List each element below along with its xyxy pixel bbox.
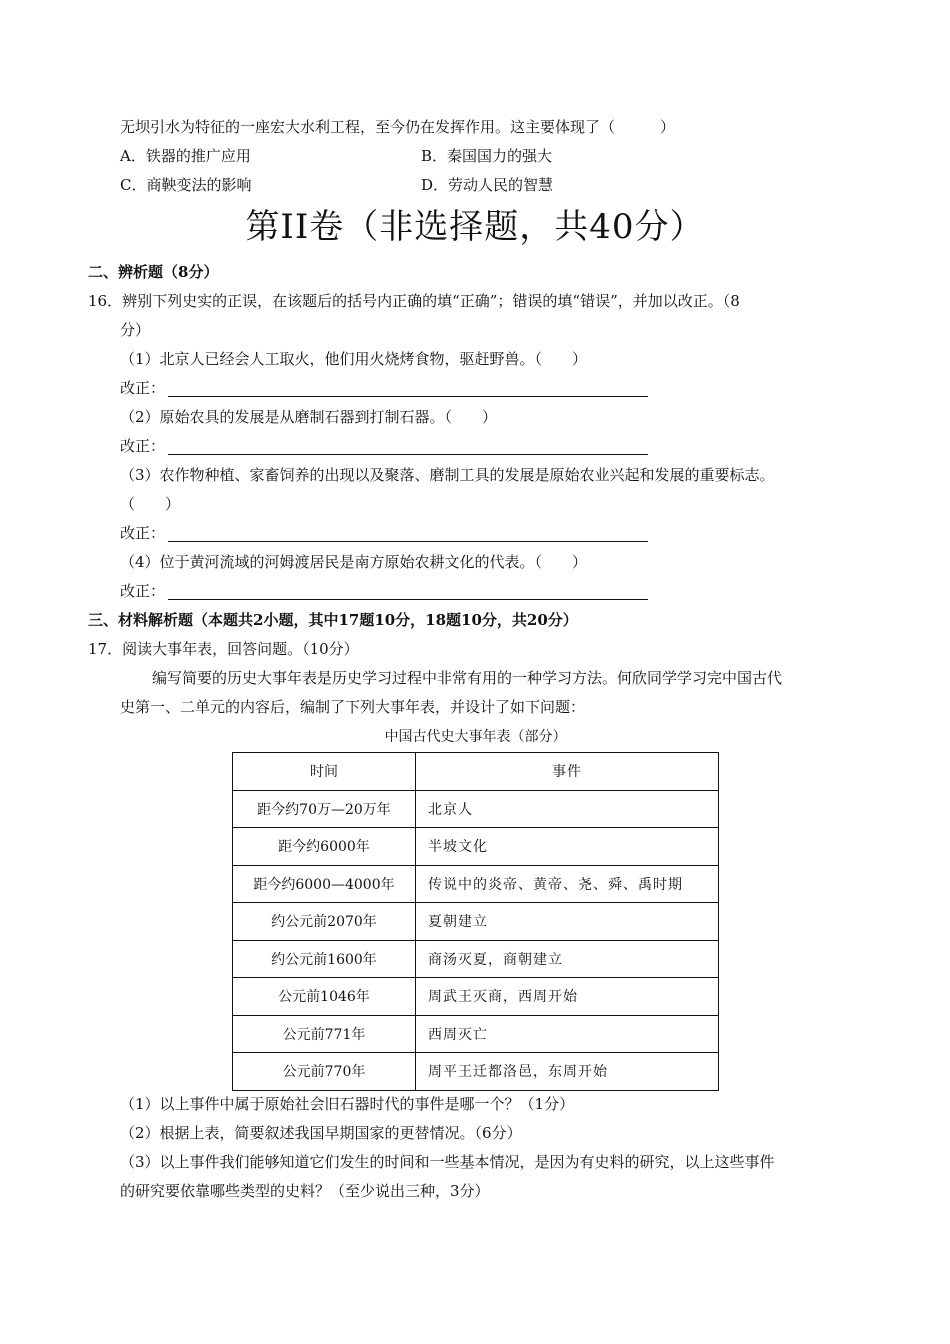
row-time: 约公元前2070年	[233, 903, 416, 941]
q17-intro-line2: 史第一、二单元的内容后，编制了下列大事年表，并设计了如下问题：	[120, 698, 586, 716]
table-row	[233, 1015, 719, 1053]
q16-answer-line-4[interactable]	[168, 599, 648, 600]
row-event: 传说中的炎帝、黄帝、尧、舜、禹时期	[416, 865, 719, 903]
header-time: 时间	[233, 753, 416, 791]
table-row	[233, 828, 719, 866]
table-row	[233, 1053, 719, 1091]
q15-option-b: B．秦国国力的强大	[421, 147, 553, 165]
q16-stem-line2: 分）	[120, 321, 151, 339]
q16-answer-line-1[interactable]	[168, 396, 648, 397]
row-event: 周武王灭商，西周开始	[416, 978, 719, 1016]
q16-fix-label-1: 改正：	[120, 379, 166, 397]
q17-question-1: （1）以上事件中属于原始社会旧石器时代的事件是哪一个？（1分）	[120, 1095, 575, 1113]
q16-item-4: （4）位于黄河流域的河姆渡居民是南方原始农耕文化的代表。（ ）	[120, 553, 588, 571]
row-event: 商汤灭夏，商朝建立	[416, 940, 719, 978]
table-header-row	[233, 753, 719, 791]
chronology-table	[232, 752, 719, 1091]
row-time: 公元前771年	[233, 1015, 416, 1053]
header-event: 事件	[416, 753, 719, 791]
row-time: 约公元前1600年	[233, 940, 416, 978]
table-caption: 中国古代史大事年表（部分）	[384, 729, 567, 745]
q16-item-1: （1）北京人已经会人工取火，他们用火烧烤食物，驱赶野兽。（ ）	[120, 350, 588, 368]
q17-question-3-cont: 的研究要依靠哪些类型的史料？（至少说出三种，3分）	[120, 1182, 490, 1200]
table-row	[233, 940, 719, 978]
q16-item-2: （2）原始农具的发展是从磨制石器到打制石器。（ ）	[120, 408, 498, 426]
q17-intro-line1: 编写简要的历史大事年表是历史学习过程中非常有用的一种学习方法。何欣同学学习完中国古代	[152, 669, 783, 687]
q17-question-2: （2）根据上表，简要叙述我国早期国家的更替情况。（6分）	[120, 1124, 522, 1142]
q16-fix-label-3: 改正：	[120, 524, 166, 542]
row-time: 距今约70万—20万年	[233, 790, 416, 828]
row-event: 半坡文化	[416, 828, 719, 866]
row-event: 夏朝建立	[416, 903, 719, 941]
q16-fix-label-4: 改正：	[120, 582, 166, 600]
row-event: 北京人	[416, 790, 719, 828]
table-row	[233, 790, 719, 828]
q15-option-d: D．劳动人民的智慧	[421, 176, 554, 194]
q16-item-3-bracket: （ ）	[120, 495, 181, 513]
q15-stem-end: 无坝引水为特征的一座宏大水利工程，至今仍在发挥作用。这主要体现了（ ）	[120, 118, 676, 136]
section2-heading: 二、辨析题（8分）	[88, 263, 219, 281]
row-event: 西周灭亡	[416, 1015, 719, 1053]
table-row	[233, 865, 719, 903]
q16-item-3: （3）农作物种植、家畜饲养的出现以及聚落、磨制工具的发展是原始农业兴起和发展的重要标志。	[120, 466, 775, 484]
row-time: 公元前1046年	[233, 978, 416, 1016]
section3-heading: 三、材料解析题（本题共2小题，其中17题10分，18题10分，共20分）	[88, 611, 578, 629]
q16-answer-line-3[interactable]	[168, 541, 648, 542]
row-time: 公元前770年	[233, 1053, 416, 1091]
q17-question-3: （3）以上事件我们能够知道它们发生的时间和一些基本情况，是因为有史料的研究，以上这些事件	[120, 1153, 775, 1171]
row-event: 周平王迁都洛邑，东周开始	[416, 1053, 719, 1091]
q15-option-c: C．商鞅变法的影响	[120, 176, 252, 194]
table-row	[233, 903, 719, 941]
row-time: 距今约6000年	[233, 828, 416, 866]
part2-title: 第II卷（非选择题，共40分）	[245, 207, 705, 247]
q15-option-a: A．铁器的推广应用	[120, 147, 251, 165]
q16-fix-label-2: 改正：	[120, 437, 166, 455]
row-time: 距今约6000—4000年	[233, 865, 416, 903]
q16-answer-line-2[interactable]	[168, 454, 648, 455]
q17-stem: 17．阅读大事年表，回答问题。（10分）	[88, 640, 359, 658]
table-row	[233, 978, 719, 1016]
q16-stem-line1: 16．辨别下列史实的正误，在该题后的括号内正确的填“正确”；错误的填“错误”，并加以改正。（8	[88, 292, 740, 310]
